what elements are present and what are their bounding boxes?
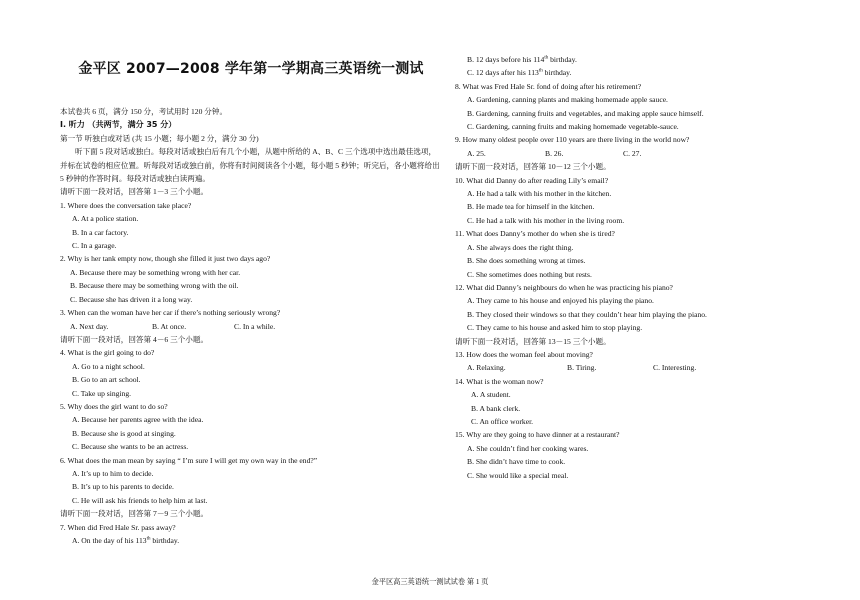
option-8c: C. Gardening, canning fruits and making homemade vegetable-sauce.	[467, 122, 679, 132]
option-9b: B. 26.	[545, 148, 564, 158]
options-13	[455, 361, 815, 374]
question-11: 11. What does Danny’s mother do when she is tired?	[455, 229, 615, 239]
direction-5: 请听下面一段对话，回答第 13－15 三个小题。	[455, 336, 611, 346]
option-8b: B. Gardening, canning fruits and vegetables, and making apple sauce himself.	[467, 108, 704, 118]
option-5c: C. Because she wants to be an actress.	[72, 442, 189, 452]
question-9: 9. How many oldest people over 110 years are there living in the world now?	[455, 135, 690, 145]
option-6c: C. He will ask his friends to help him at last.	[72, 495, 208, 505]
option-7c: C. 12 days after his 113th birthday.	[467, 68, 572, 78]
option-9a: A. 25.	[467, 148, 486, 158]
option-8a: A. Gardening, canning plants and making homemade apple sauce.	[467, 95, 668, 105]
option-3b: B. At once.	[152, 321, 187, 331]
option-4a: A. Go to a night school.	[72, 361, 145, 371]
option-10a: A. He had a talk with his mother in the kitchen.	[467, 189, 612, 199]
direction-4: 请听下面一段对话，回答第 10－12 三个小题。	[455, 162, 611, 172]
question-10: 10. What did Danny do after reading Lily’s email?	[455, 175, 609, 185]
option-2a: A. Because there may be something wrong with her car.	[70, 267, 241, 277]
option-10c: C. He had a talk with his mother in the living room.	[467, 215, 625, 225]
page-footer: 金平区高三英语统一测试试卷 第 1 页	[371, 578, 489, 586]
option-12c: C. They came to his house and asked him to stop playing.	[467, 323, 643, 333]
option-3c: C. In a while.	[234, 321, 276, 331]
question-6: 6. What does the man mean by saying “ I’m sure I will get my own way in the end?”	[60, 455, 318, 465]
option-15c: C. She would like a special meal.	[467, 470, 569, 480]
option-15b: B. She didn’t have time to cook.	[467, 457, 566, 467]
direction-1: 请听下面一段对话，回答第 1－3 三个小题。	[60, 187, 209, 197]
section-heading: I. 听力 （共两节，满分 35 分）	[60, 120, 177, 130]
option-2c: C. Because she has driven it a long way.	[70, 294, 193, 304]
option-9c: C. 27.	[623, 148, 642, 158]
option-15a: A. She couldn’t find her cooking wares.	[467, 443, 589, 453]
option-10b: B. He made tea for himself in the kitchen.	[467, 202, 595, 212]
page-title: 金平区 2007—2008 学年第一学期高三英语统一测试	[78, 61, 424, 77]
question-2: 2. Why is her tank empty now, though she filled it just two days ago?	[60, 254, 271, 264]
option-1a: A. At a police station.	[72, 214, 139, 224]
option-11c: C. She sometimes does nothing but rests.	[467, 269, 592, 279]
left-column	[60, 105, 442, 547]
question-13: 13. How does the woman feel about moving?	[455, 349, 593, 359]
option-13c: C. Interesting.	[653, 363, 697, 373]
option-12b: B. They closed their windows so that they couldn’t hear him playing the piano.	[467, 309, 707, 319]
direction-2: 请听下面一段对话，回答第 4－6 三个小题。	[60, 334, 209, 344]
option-11b: B. She does something wrong at times.	[467, 256, 586, 266]
option-13a: A. Relaxing.	[467, 363, 506, 373]
direction-3: 请听下面一段对话，回答第 7－9 三个小题。	[60, 509, 209, 519]
option-5b: B. Because she is good at singing.	[72, 428, 176, 438]
exam-info: 本试卷共 6 页，满分 150 分，考试用时 120 分钟。	[60, 107, 228, 116]
option-14c: C. An office worker.	[471, 416, 534, 426]
options-9	[455, 147, 815, 160]
question-12: 12. What did Danny’s neighbours do when he was practicing his piano?	[455, 282, 673, 292]
option-12a: A. They came to his house and enjoyed his playing the piano.	[467, 296, 654, 306]
question-15: 15. Why are they going to have dinner at a restaurant?	[455, 430, 620, 440]
option-1b: B. In a car factory.	[72, 227, 129, 237]
option-7a: A. On the day of his 113th birthday.	[72, 536, 180, 545]
part-heading: 第一节 听独白或对话 (共 15 小题；每小题 2 分，满分 30 分)	[60, 133, 259, 143]
question-3: 3. When can the woman have her car if there’s nothing seriously wrong?	[60, 308, 281, 318]
option-14a: A. A student.	[471, 390, 511, 400]
option-5a: A. Because her parents agree with the idea.	[72, 415, 204, 425]
question-8: 8. What was Fred Hale Sr. fond of doing after his retirement?	[455, 81, 642, 91]
question-4: 4. What is the girl going to do?	[60, 348, 155, 358]
option-3a: A. Next day.	[70, 321, 109, 331]
option-7b: B. 12 days before his 114th birthday.	[467, 55, 577, 64]
question-7: 7. When did Fred Hale Sr. pass away?	[60, 522, 176, 532]
instructions: 听下面 5 段对话或独白。每段对话或独白后有几个小题，从题中所给的 A、B、C 三个选项中选出最佳选项，并标在试卷的相应位置。听每段对话或独白前，你将有时间阅读各个小题，每小题 5 秒钟；听完后，各小题将给出 5 秒钟的作答时间。每段对话或独白读两遍。	[60, 147, 440, 184]
option-1c: C. In a garage.	[72, 241, 117, 251]
option-14b: B. A bank clerk.	[471, 403, 521, 413]
question-5: 5. Why does the girl want to do so?	[60, 401, 168, 411]
question-1: 1. Where does the conversation take place?	[60, 200, 192, 210]
options-3	[60, 320, 442, 333]
option-6b: B. It’s up to his parents to decide.	[72, 482, 174, 492]
right-column	[455, 53, 815, 482]
option-11a: A. She always does the right thing.	[467, 242, 574, 252]
option-6a: A. It’s up to him to decide.	[72, 468, 154, 478]
option-13b: B. Tiring.	[567, 363, 597, 373]
option-4b: B. Go to an art school.	[72, 375, 141, 385]
option-4c: C. Take up singing.	[72, 388, 132, 398]
option-2b: B. Because there may be something wrong with the oil.	[70, 281, 239, 291]
question-14: 14. What is the woman now?	[455, 376, 544, 386]
